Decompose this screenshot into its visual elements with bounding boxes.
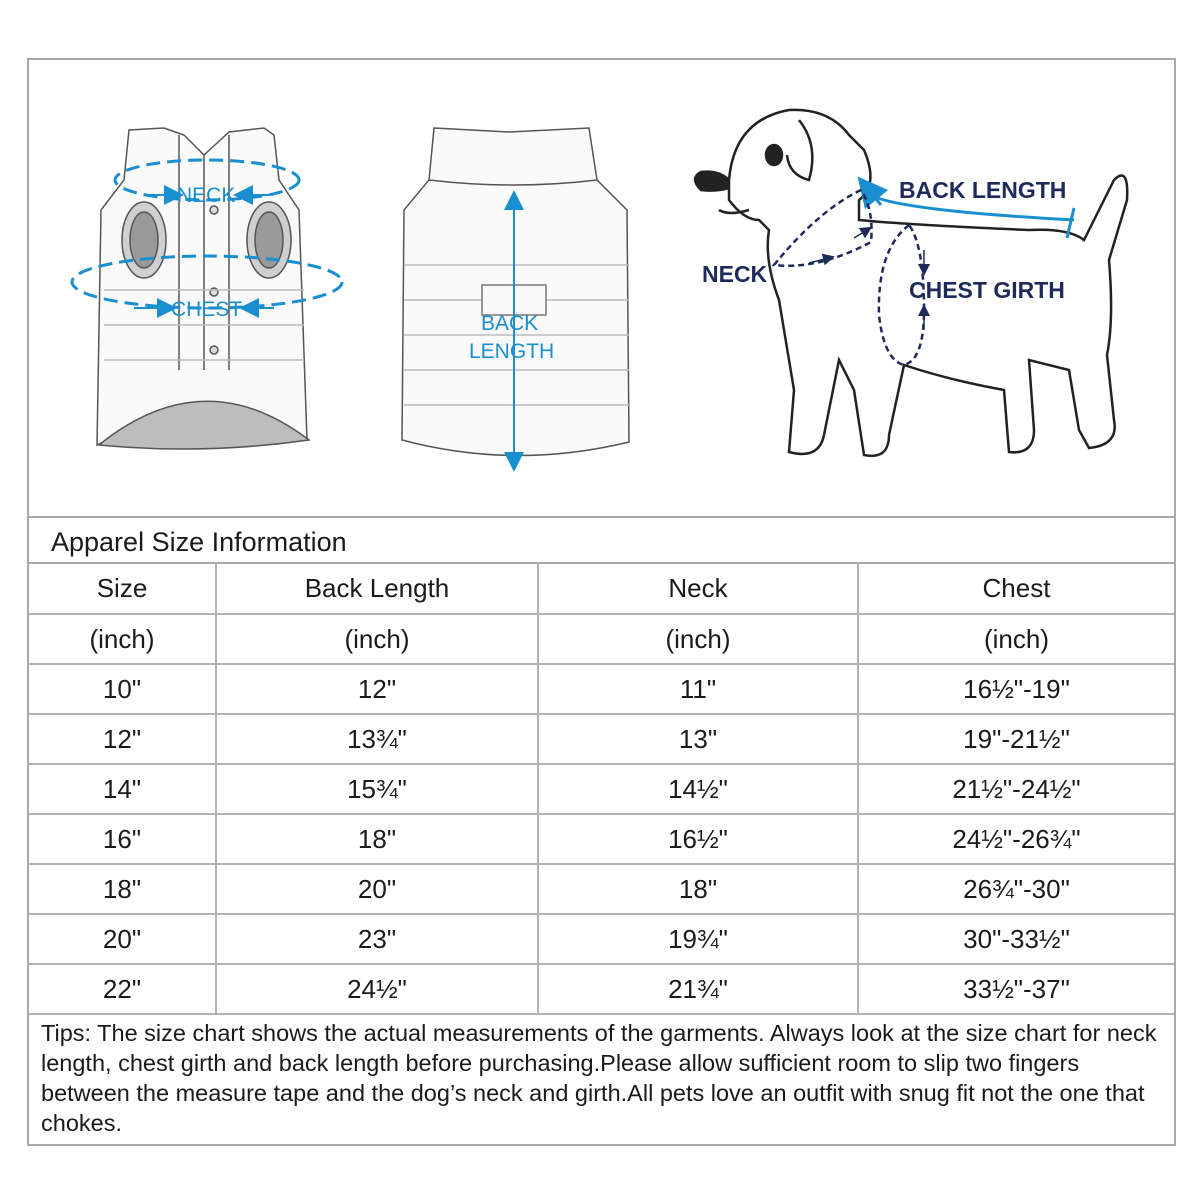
chest-cell: 16½"-19" <box>858 664 1174 714</box>
dog-neck-label: NECK <box>702 261 768 287</box>
chest-cell: 30"-33½" <box>858 914 1174 964</box>
table-row <box>29 864 1174 914</box>
back-length-cell: 13¾" <box>216 714 538 764</box>
back-length-cell: 24½" <box>216 964 538 1014</box>
chest-cell: 19"-21½" <box>858 714 1174 764</box>
jacket-back-label-2: LENGTH <box>469 340 555 363</box>
chest-cell: 33½"-37" <box>858 964 1174 1014</box>
dog-chest-girth-label: CHEST GIRTH <box>909 277 1065 303</box>
size-cell: 22" <box>29 964 216 1014</box>
neck-cell: 21¾" <box>538 964 858 1014</box>
header-back-length: Back Length <box>216 564 538 614</box>
header-size: Size <box>29 564 216 614</box>
jacket-chest-label: CHEST <box>171 298 243 321</box>
table-row <box>29 814 1174 864</box>
unit-cell: (inch) <box>216 614 538 664</box>
table-header-row <box>29 564 1174 614</box>
size-cell: 16" <box>29 814 216 864</box>
jacket-back-label-1: BACK <box>481 312 539 335</box>
jacket-neck-label: NECK <box>177 184 236 207</box>
neck-cell: 16½" <box>538 814 858 864</box>
measurement-illustrations <box>29 60 1174 518</box>
unit-cell: (inch) <box>858 614 1174 664</box>
unit-cell: (inch) <box>538 614 858 664</box>
chest-cell: 24½"-26¾" <box>858 814 1174 864</box>
table-row <box>29 964 1174 1014</box>
size-cell: 18" <box>29 864 216 914</box>
size-cell: 10" <box>29 664 216 714</box>
size-cell: 12" <box>29 714 216 764</box>
header-chest: Chest <box>858 564 1174 614</box>
back-length-cell: 20" <box>216 864 538 914</box>
section-title: Apparel Size Information <box>29 516 1174 564</box>
front-jacket-icon <box>97 128 309 449</box>
chest-cell: 26¾"-30" <box>858 864 1174 914</box>
back-length-cell: 18" <box>216 814 538 864</box>
size-chart-frame <box>27 58 1176 1146</box>
neck-cell: 13" <box>538 714 858 764</box>
table-row <box>29 714 1174 764</box>
table-row <box>29 764 1174 814</box>
back-jacket-icon <box>402 128 629 456</box>
table-row <box>29 914 1174 964</box>
neck-cell: 11" <box>538 664 858 714</box>
back-length-cell: 23" <box>216 914 538 964</box>
neck-cell: 18" <box>538 864 858 914</box>
back-length-cell: 15¾" <box>216 764 538 814</box>
illustration-svg <box>29 60 1174 516</box>
size-table <box>29 564 1174 1015</box>
neck-cell: 19¾" <box>538 914 858 964</box>
table-units-row <box>29 614 1174 664</box>
size-cell: 20" <box>29 914 216 964</box>
header-neck: Neck <box>538 564 858 614</box>
dog-back-length-label: BACK LENGTH <box>899 177 1067 203</box>
size-cell: 14" <box>29 764 216 814</box>
unit-cell: (inch) <box>29 614 216 664</box>
back-length-cell: 12" <box>216 664 538 714</box>
table-row <box>29 664 1174 714</box>
tips-text: Tips: The size chart shows the actual measurements of the garments. Always look at the size chart for neck length, chest girth and back length before purchasing.Please allow sufficient room to slip two fingers between the measure tape and the dog’s neck and girth.All pets love an outfit with snug fit not the one that chokes. <box>41 1020 1157 1136</box>
neck-cell: 14½" <box>538 764 858 814</box>
chest-cell: 21½"-24½" <box>858 764 1174 814</box>
